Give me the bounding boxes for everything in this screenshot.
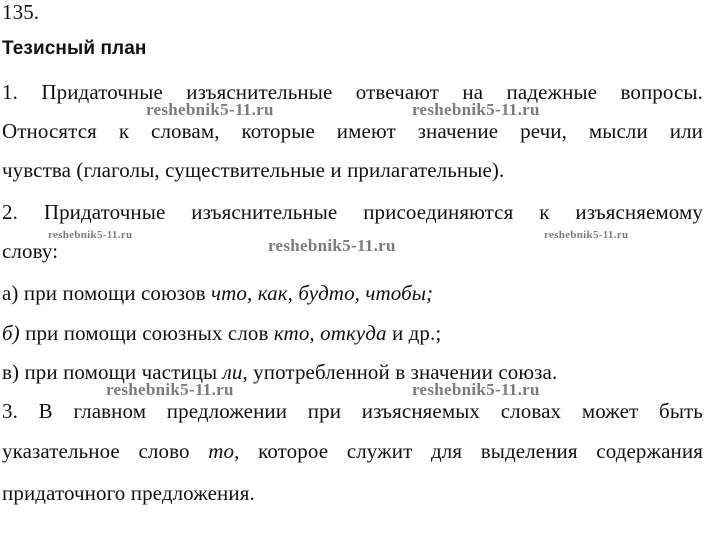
text-line-6 <box>2 281 433 305</box>
line-8-italic: ли <box>222 360 243 384</box>
line-6-italic: что, как, будто, чтобы; <box>211 281 434 305</box>
watermark: reshebnik5-11.ru <box>544 229 629 241</box>
line-6-prefix: а) при помощи союзов <box>2 281 212 305</box>
text-line-3: чувства (глаголы, существительные и прилагательные). <box>2 158 505 182</box>
text-line-9: 3. В главном предложении при изъясняемых словах может быть <box>2 399 703 423</box>
line-8-suffix: , употребленной в значении союза. <box>242 360 558 384</box>
text-line-1: 1. Придаточные изъяснительные отвечают на падежные вопросы. <box>2 80 703 104</box>
text-line-11: придаточного предложения. <box>2 481 255 505</box>
line-7-prefix: б) <box>2 321 20 345</box>
watermark: reshebnik5-11.ru <box>106 380 234 399</box>
line-8-prefix: в) при помощи частицы <box>2 360 223 384</box>
watermark: reshebnik5-11.ru <box>412 100 540 119</box>
watermark: reshebnik5-11.ru <box>412 380 540 399</box>
document-heading: Тезисный план <box>2 38 147 59</box>
line-10-italic: то, <box>208 439 240 463</box>
line-7-text-1: при помощи союзных слов <box>19 321 274 345</box>
line-10-suffix: которое служит для выделения содержания <box>239 439 703 463</box>
exercise-number: 135. <box>2 0 40 24</box>
watermark: reshebnik5-11.ru <box>268 236 396 255</box>
text-line-2: Относятся к словам, которые имеют значение речи, мысли или <box>2 119 703 143</box>
watermark: reshebnik5-11.ru <box>48 229 133 241</box>
line-7-italic: кто, откуда <box>273 321 387 345</box>
text-line-5: слову: <box>2 239 59 263</box>
watermark: reshebnik5-11.ru <box>146 100 274 119</box>
text-line-4: 2. Придаточные изъяснительные присоединяются к изъясняемому <box>2 200 703 224</box>
text-line-7 <box>2 321 441 345</box>
text-line-10 <box>2 439 703 463</box>
line-10-prefix: указательное слово <box>2 439 209 463</box>
line-7-text-2: и др.; <box>386 321 442 345</box>
